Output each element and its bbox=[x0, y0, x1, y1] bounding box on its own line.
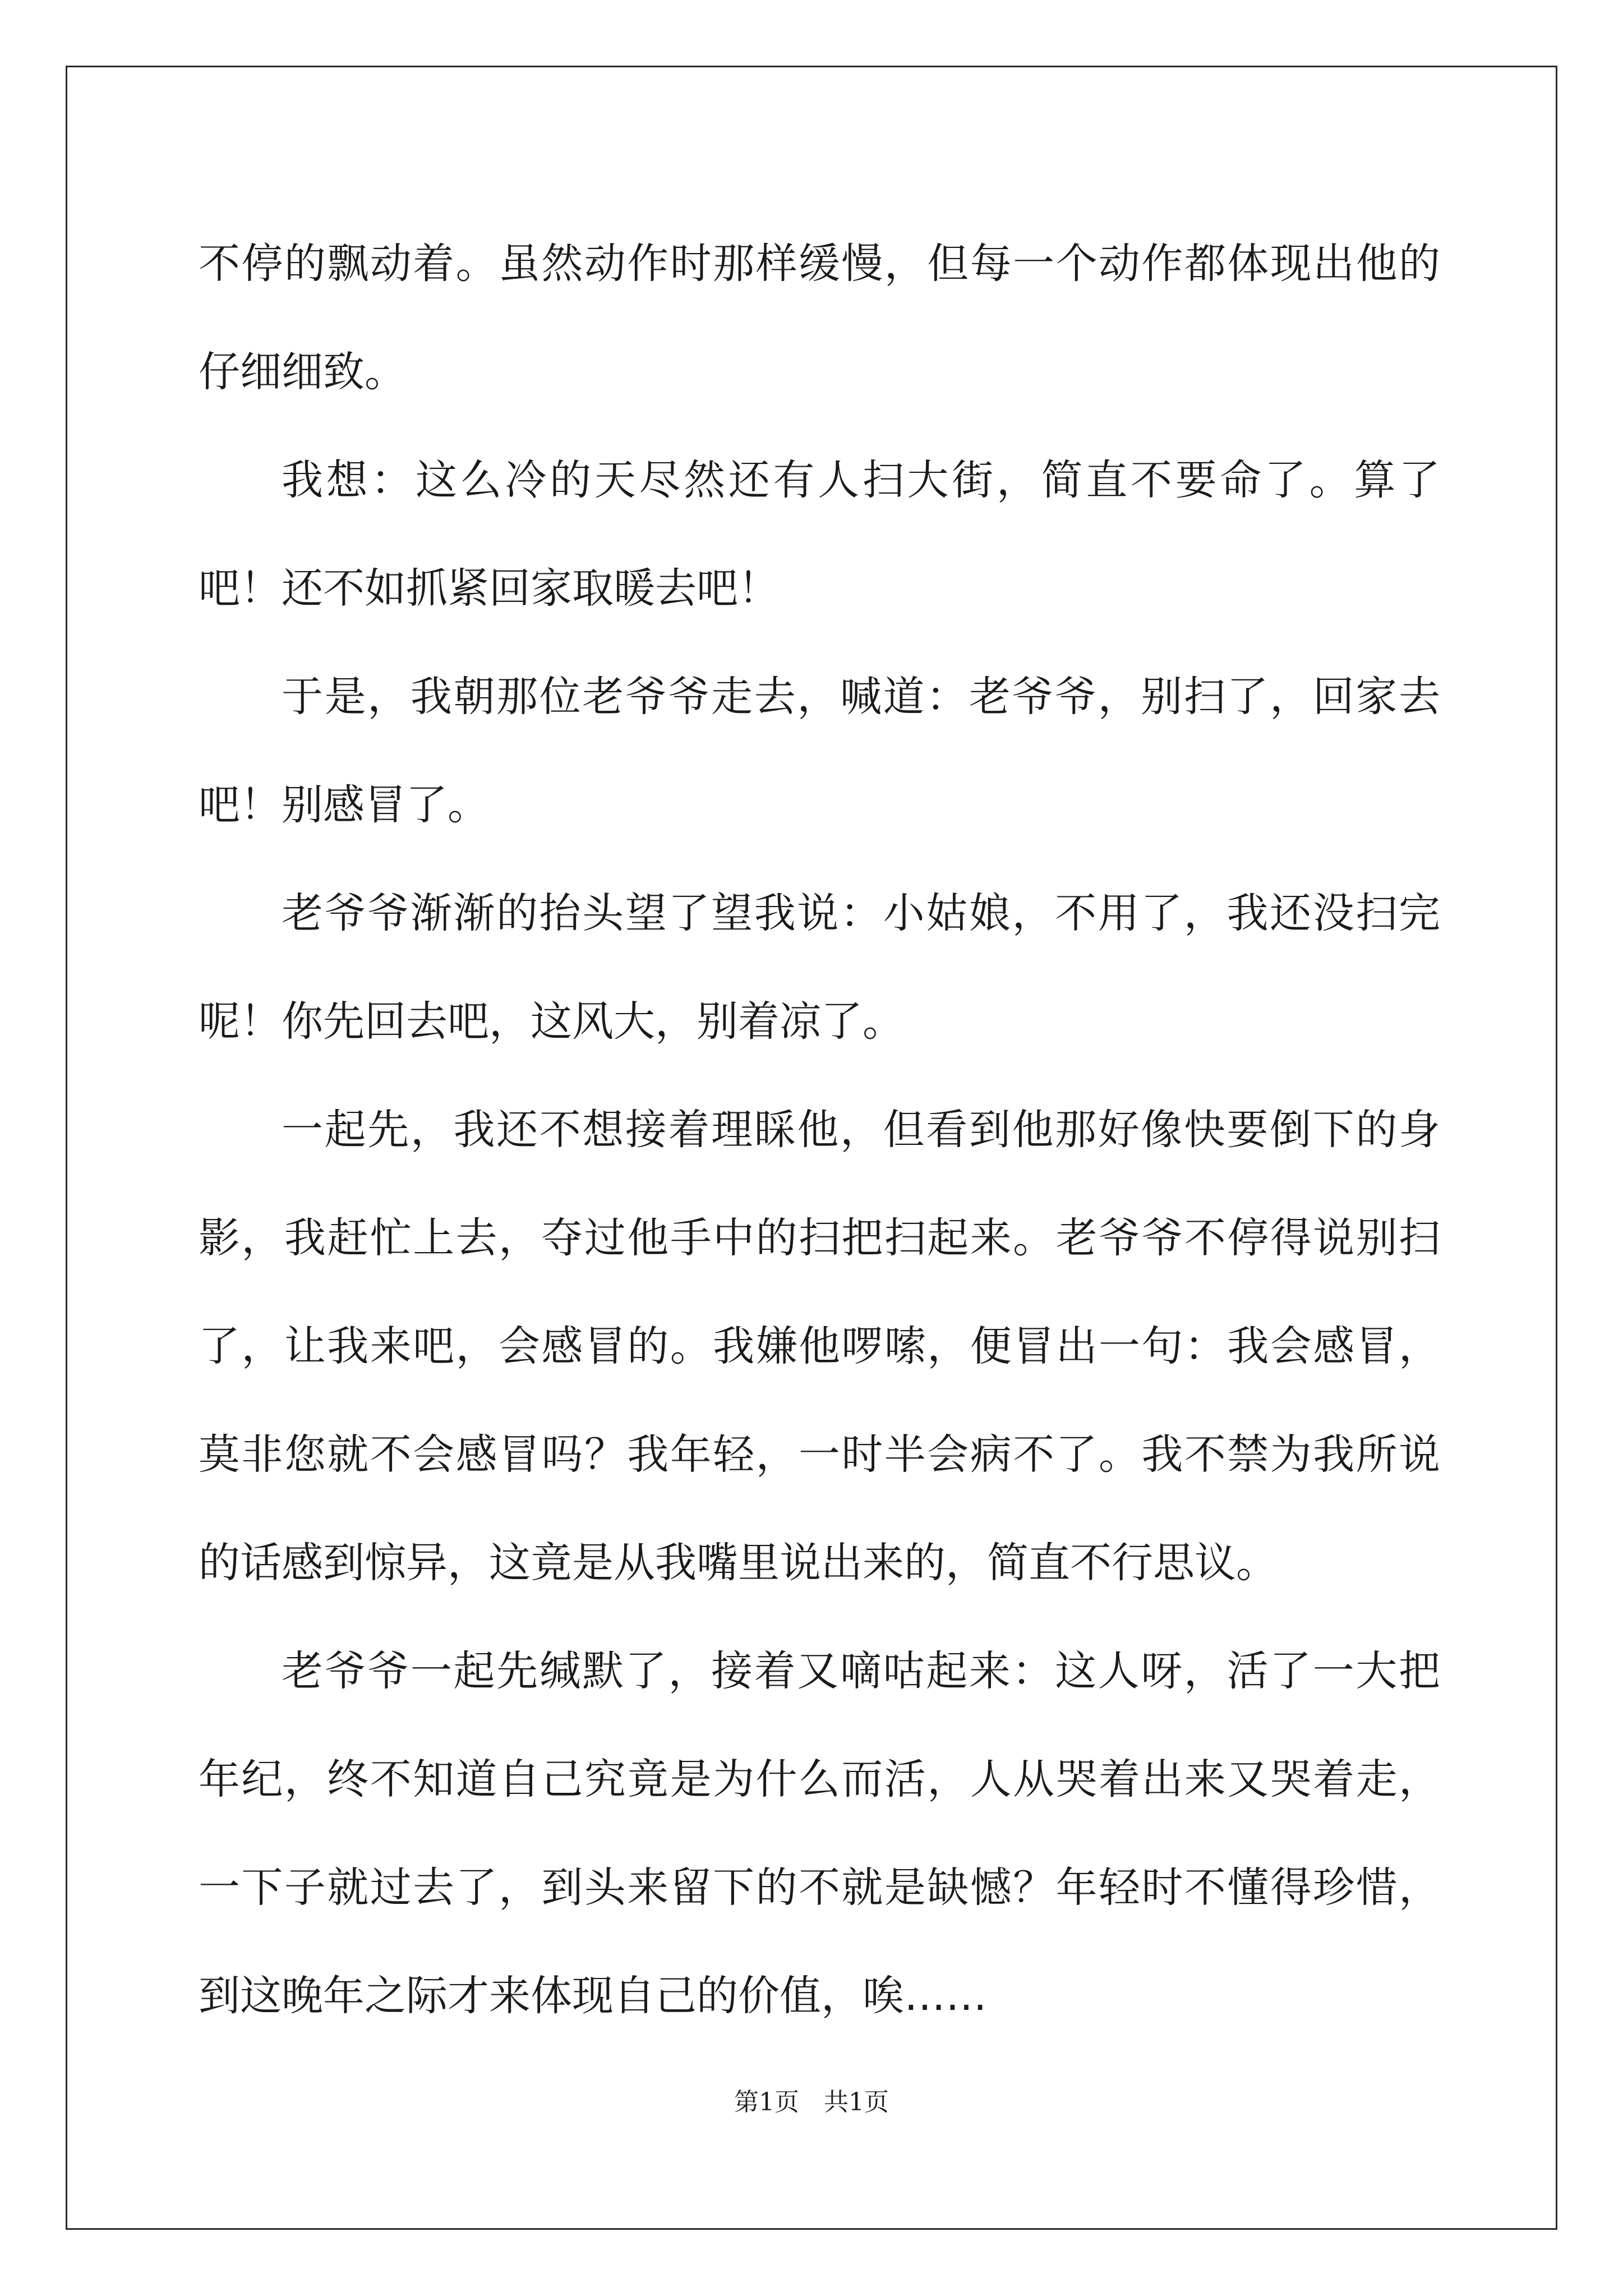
page-footer bbox=[0, 2086, 1623, 2119]
page-number: 第1页 bbox=[734, 2088, 799, 2116]
document-body bbox=[199, 210, 1440, 2050]
paragraph-2: 我想：这么冷的天尽然还有人扫大街，简直不要命了。算了吧！还不如抓紧回家取暖去吧！ bbox=[199, 456, 1440, 613]
paragraph-4: 老爷爷渐渐的抬头望了望我说：小姑娘，不用了，我还没扫完呢！你先回去吧，这风大，别着凉了。 bbox=[199, 889, 1440, 1046]
paragraph-1: 不停的飘动着。虽然动作时那样缓慢，但每一个动作都体现出他的仔细细致。 bbox=[199, 240, 1440, 396]
paragraph-3: 于是，我朝那位老爷爷走去，喊道：老爷爷，别扫了，回家去吧！别感冒了。 bbox=[199, 673, 1440, 829]
paragraph-5: 一起先，我还不想接着理睬他，但看到他那好像快要倒下的身影，我赶忙上去，夺过他手中的扫把扫起来。老爷爷不停得说别扫了，让我来吧，会感冒的。我嫌他啰嗦，便冒出一句：我会感冒，莫非您就不会感冒吗？我年轻，一时半会病不了。我不禁为我所说的话感到惊异，这竟是从我嘴里说出来的，简直不行思议。 bbox=[199, 1106, 1440, 1587]
page-total: 共1页 bbox=[824, 2088, 889, 2116]
paragraph-6: 老爷爷一起先缄默了，接着又嘀咕起来：这人呀，活了一大把年纪，终不知道自己究竟是为什么而活，人从哭着出来又哭着走，一下子就过去了，到头来留下的不就是缺憾？年轻时不懂得珍惜，到这晚年之际才来体现自己的价值，唉…… bbox=[199, 1647, 1440, 2020]
